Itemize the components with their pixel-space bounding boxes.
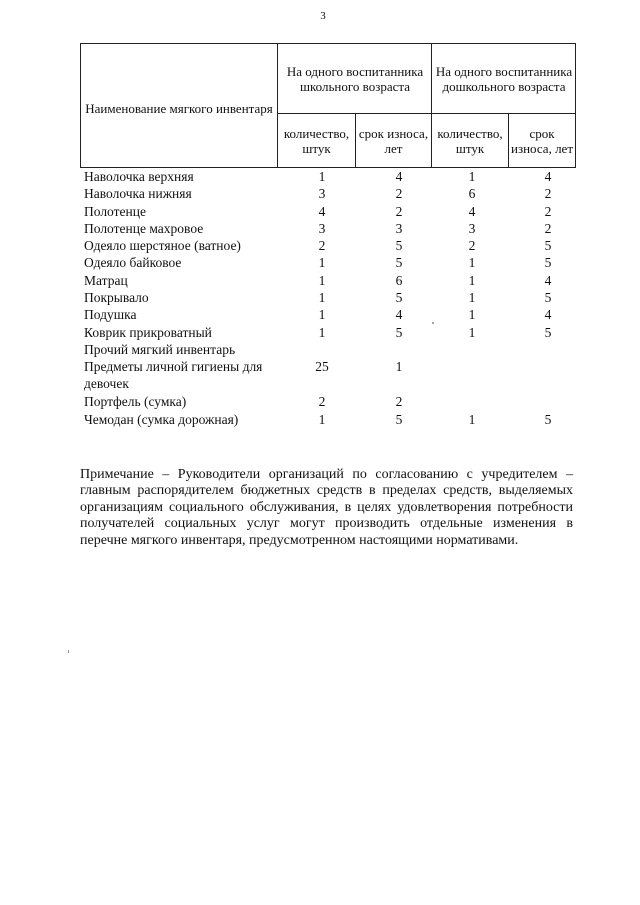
table-row xyxy=(80,168,576,185)
table-body xyxy=(80,168,576,428)
row-preschool-qty: 2 xyxy=(468,238,476,254)
header-preschool-quantity: количество, штук xyxy=(437,125,503,156)
header-right-border xyxy=(575,43,576,168)
row-school-term: 1 xyxy=(395,359,403,375)
row-preschool-qty: 6 xyxy=(468,186,476,202)
row-preschool-term: 4 xyxy=(544,169,552,184)
row-school-term: 2 xyxy=(395,203,403,219)
row-name: Покрывало xyxy=(84,290,149,306)
row-school-qty: 2 xyxy=(318,238,326,254)
row-school-qty: 1 xyxy=(318,307,326,323)
row-school-qty: 25 xyxy=(315,359,329,375)
row-preschool-qty: 1 xyxy=(468,169,476,184)
row-name: Одеяло байковое xyxy=(84,255,182,271)
row-name: Матрац xyxy=(84,272,128,288)
row-preschool-term: 2 xyxy=(544,203,552,219)
row-preschool-term: 5 xyxy=(544,290,552,306)
table-row xyxy=(80,203,576,220)
table-row xyxy=(80,341,576,358)
row-preschool-qty: 3 xyxy=(468,220,476,236)
table-row xyxy=(80,254,576,271)
row-school-term: 2 xyxy=(395,186,403,202)
row-name: Полотенце махровое xyxy=(84,220,204,236)
row-school-term: 5 xyxy=(395,411,403,427)
row-school-qty: 1 xyxy=(318,169,326,184)
table-header xyxy=(80,43,576,168)
row-school-term: 3 xyxy=(395,220,403,236)
row-school-qty: 1 xyxy=(318,272,326,288)
row-school-term: 4 xyxy=(395,307,403,323)
header-preschool-wear-period: срок износа, лет xyxy=(511,125,574,156)
row-school-qty: 2 xyxy=(318,394,326,410)
header-school-group: На одного воспитанника школьного возраста xyxy=(286,64,424,94)
row-name: Подушка xyxy=(84,307,137,323)
row-name: Прочий мягкий инвентарь xyxy=(84,341,236,357)
table-row xyxy=(80,272,576,289)
row-name: Портфель (сумка) xyxy=(84,394,187,410)
row-preschool-term: 4 xyxy=(544,272,552,288)
row-school-term: 5 xyxy=(395,255,403,271)
table-row xyxy=(80,220,576,237)
row-preschool-qty: 1 xyxy=(468,255,476,271)
header-name-column: Наименование мягкого инвентаря xyxy=(85,101,273,116)
note-paragraph: Примечание – Руководители организаций по согласованию с учредителем – главным распорядителем бюджетных средств в пределах средств, выделяемых организациям социального обслуживания, в целях удовлетворения потребности получателей социальных услуг могут производить отдельные изменения в перечне мягкого инвентаря, предусмотренном настоящими нормативами. xyxy=(80,467,573,548)
row-preschool-qty: 4 xyxy=(468,203,476,219)
row-school-term: 5 xyxy=(395,238,403,254)
row-preschool-term: 5 xyxy=(544,255,552,271)
row-preschool-term: 4 xyxy=(544,307,552,323)
row-school-qty: 1 xyxy=(318,324,326,340)
table-row xyxy=(80,306,576,323)
table-row xyxy=(80,289,576,306)
table-row xyxy=(80,358,576,393)
row-school-term: 5 xyxy=(395,290,403,306)
row-school-qty: 1 xyxy=(318,255,326,271)
row-school-qty: 4 xyxy=(318,203,326,219)
page-number: 3 xyxy=(320,10,326,22)
row-name: Одеяло шерстяное (ватное) xyxy=(84,238,241,254)
row-preschool-term: 5 xyxy=(544,324,552,340)
scan-speck xyxy=(68,650,69,653)
row-preschool-term: 2 xyxy=(544,220,552,236)
row-preschool-qty: 1 xyxy=(468,307,476,323)
row-preschool-qty: 1 xyxy=(468,290,476,306)
row-school-term: 4 xyxy=(395,169,403,184)
row-name: Наволочка верхняя xyxy=(84,169,194,184)
row-name: Чемодан (сумка дорожная) xyxy=(84,411,239,427)
header-school-wear-period: срок износа, лет xyxy=(358,125,429,156)
row-school-qty: 1 xyxy=(318,290,326,306)
row-preschool-qty: 1 xyxy=(468,411,476,427)
row-school-term: 5 xyxy=(395,324,403,340)
row-preschool-qty: 1 xyxy=(468,272,476,288)
row-school-qty: 1 xyxy=(318,411,326,427)
table-row xyxy=(80,324,576,341)
table-row xyxy=(80,185,576,202)
row-name: Коврик прикроватный xyxy=(84,324,212,340)
row-preschool-term: 5 xyxy=(544,238,552,254)
scan-speck xyxy=(432,322,434,324)
row-school-term: 6 xyxy=(395,272,403,288)
header-preschool-group: На одного воспитанника дошкольного возраста xyxy=(435,64,573,94)
row-name: Предметы личной гигиены для девочек xyxy=(84,359,263,392)
table-row xyxy=(80,411,576,428)
row-school-qty: 3 xyxy=(318,186,326,202)
row-school-term: 2 xyxy=(395,394,403,410)
table-row xyxy=(80,393,576,410)
header-school-quantity: количество, штук xyxy=(283,125,350,156)
row-preschool-qty: 1 xyxy=(468,324,476,340)
row-preschool-term: 5 xyxy=(544,411,552,427)
row-name: Наволочка нижняя xyxy=(84,186,192,202)
row-name: Полотенце xyxy=(84,203,146,219)
table-row xyxy=(80,237,576,254)
row-school-qty: 3 xyxy=(318,220,326,236)
row-preschool-term: 2 xyxy=(544,186,552,202)
